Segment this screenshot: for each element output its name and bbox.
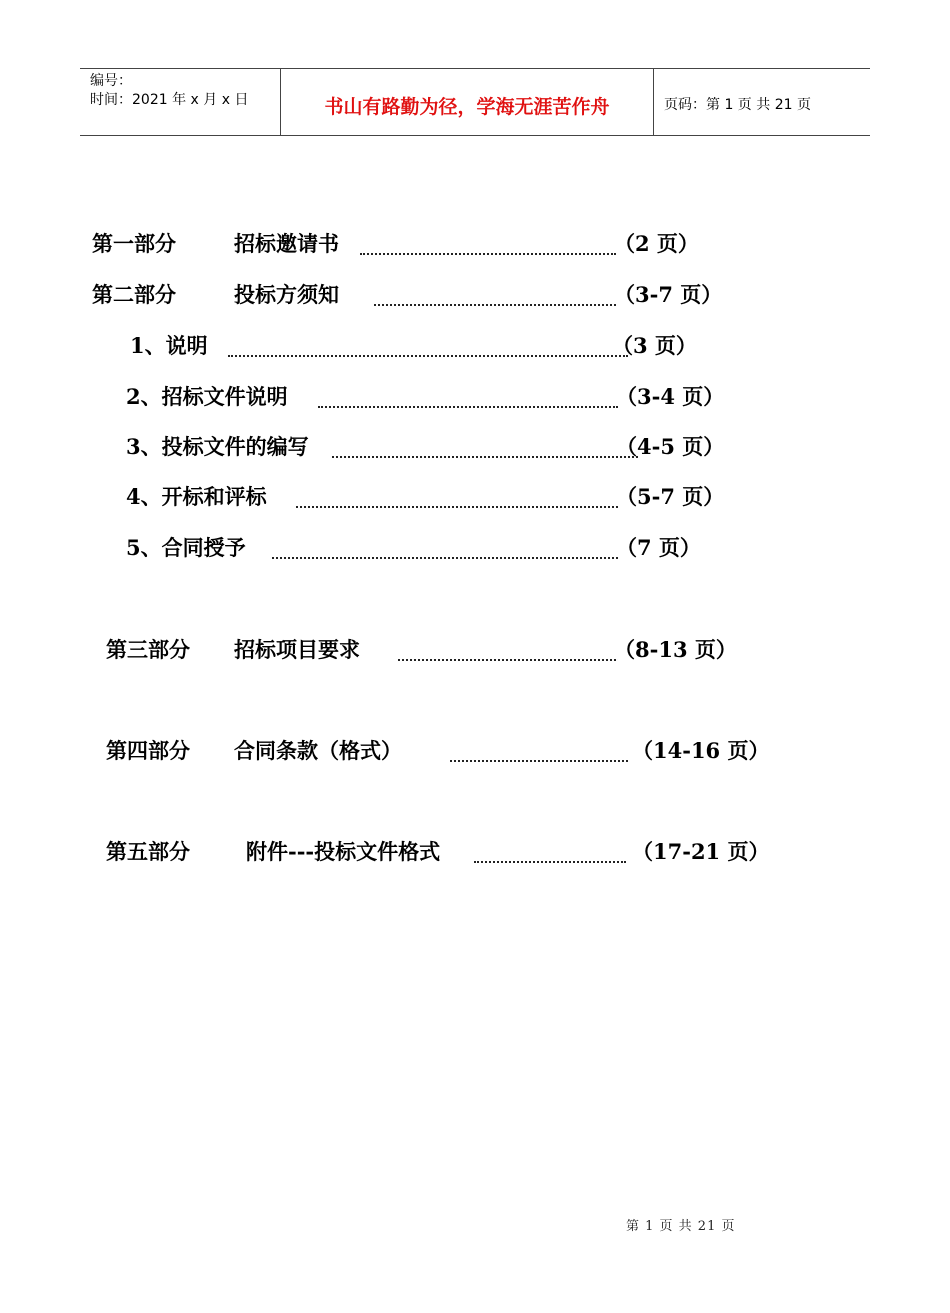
toc-part-label: 第二部分: [92, 282, 176, 307]
toc-title: 招标邀请书: [234, 231, 339, 256]
toc-title: 投标方须知: [234, 282, 339, 307]
toc-pages: （2 页）: [614, 231, 699, 256]
toc-part-label: 第四部分: [106, 738, 190, 763]
toc-part-label: 3、投标文件的编写: [126, 434, 309, 459]
toc-leader-dots: [450, 760, 628, 762]
header-motto: 书山有路勤为径，学海无涯苦作舟: [281, 69, 654, 135]
toc-leader-dots: [318, 406, 618, 408]
toc-pages: （3-7 页）: [614, 282, 723, 307]
serial-label: 编号：: [90, 73, 132, 89]
toc-pages: （3 页）: [612, 333, 697, 358]
toc-part-label: 第三部分: [106, 637, 190, 662]
toc-part-label: 第五部分: [106, 839, 190, 864]
toc-entry-part-1: [92, 228, 732, 258]
toc-leader-dots: [228, 355, 628, 357]
toc-entry-sub-2: [126, 381, 730, 411]
toc-leader-dots: [360, 253, 616, 255]
toc-part-label: 5、合同授予: [126, 535, 246, 560]
header-page-label: 页码：第 1 页 共 21 页: [664, 97, 811, 113]
toc-leader-dots: [296, 506, 618, 508]
toc-pages: （7 页）: [616, 535, 701, 560]
toc-leader-dots: [272, 557, 618, 559]
toc-pages: （8-13 页）: [614, 637, 737, 662]
toc-title: 合同条款（格式）: [234, 738, 402, 763]
toc-entry-part-4: [106, 735, 776, 765]
page-footer: 第 1 页 共 21 页: [626, 1219, 736, 1234]
toc-title: 招标项目要求: [234, 637, 360, 662]
toc-entry-sub-4: [126, 481, 730, 511]
header-meta: [80, 69, 281, 135]
toc-leader-dots: [332, 456, 638, 458]
toc-entry-sub-1: [130, 330, 730, 360]
toc-part-label: 第一部分: [92, 231, 176, 256]
toc-pages: （17-21 页）: [632, 839, 770, 864]
toc-leader-dots: [474, 861, 626, 863]
toc-title: 附件---投标文件格式: [246, 839, 441, 864]
toc-pages: （14-16 页）: [632, 738, 770, 763]
toc-part-label: 1、说明: [130, 333, 208, 358]
date-label: 时间：2021 年 x 月 x 日: [90, 92, 249, 108]
toc-entry-sub-3: [126, 431, 730, 461]
toc-pages: （4-5 页）: [616, 434, 725, 459]
toc-leader-dots: [398, 659, 616, 661]
toc-part-label: 2、招标文件说明: [126, 384, 288, 409]
toc-pages: （3-4 页）: [616, 384, 725, 409]
toc-pages: （5-7 页）: [616, 484, 725, 509]
toc-leader-dots: [374, 304, 616, 306]
toc-entry-part-5: [106, 836, 776, 866]
toc-entry-sub-5: [126, 532, 730, 562]
page-header: [80, 68, 870, 136]
toc-entry-part-3: [106, 634, 746, 664]
toc-entry-part-2: [92, 279, 732, 309]
toc-part-label: 4、开标和评标: [126, 484, 267, 509]
